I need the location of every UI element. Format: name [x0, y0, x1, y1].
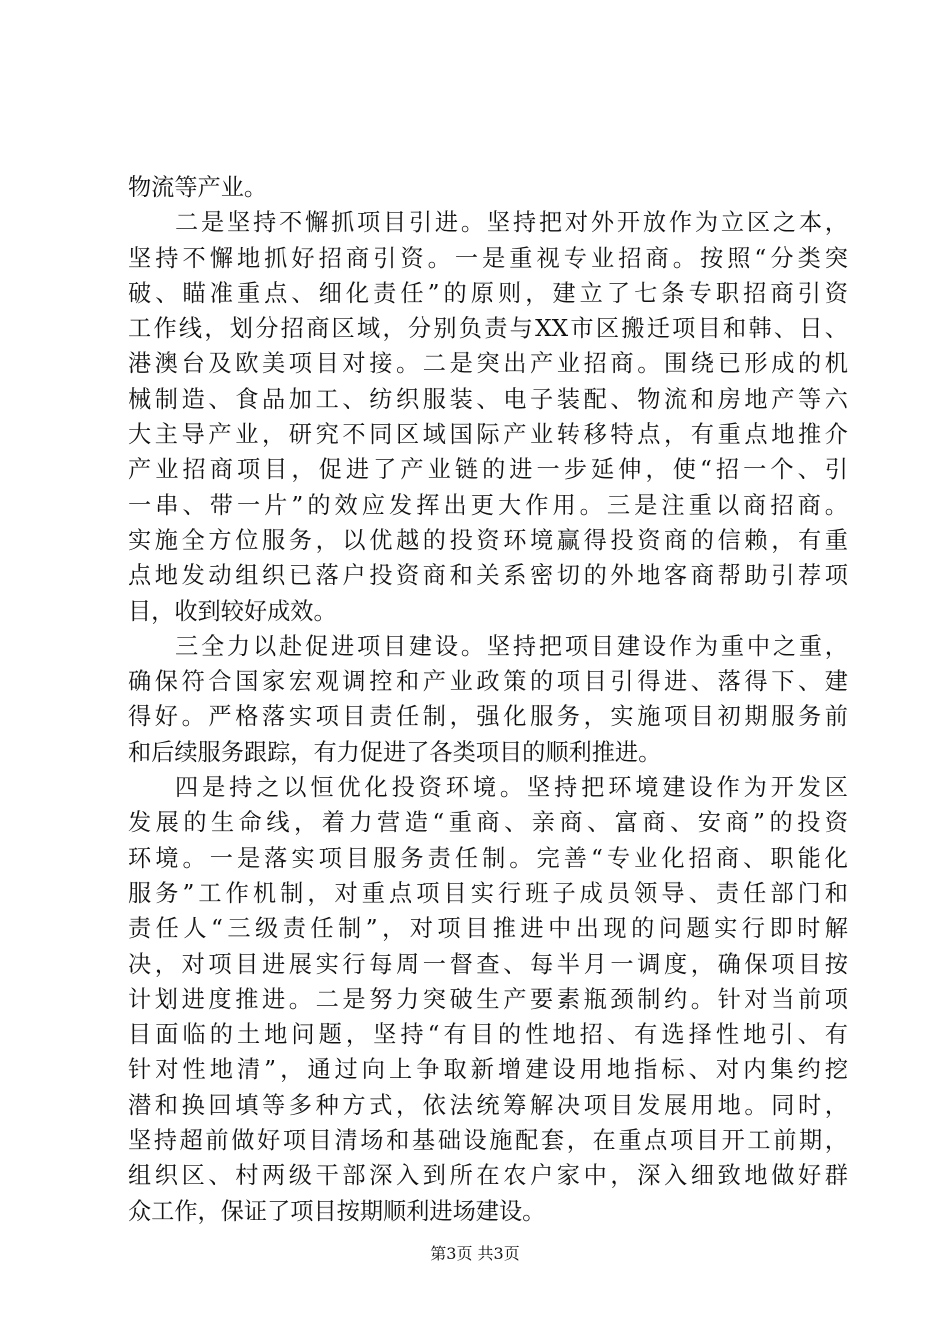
text-line: 港澳台及欧美项目对接。二是突出产业招商。围绕已形成的机 [128, 350, 848, 378]
text-line: 实施全方位服务，以优越的投资环境赢得投资商的信赖，有重 [128, 526, 848, 554]
text-line: 针对性地清”，通过向上争取新增建设用地指标、对内集约挖 [128, 1056, 848, 1084]
text-line: 目，收到较好成效。 [128, 597, 337, 625]
text-line: 破、瞄准重点、细化责任”的原则，建立了七条专职招商引资 [128, 279, 848, 307]
text-line: 一串、带一片”的效应发挥出更大作用。三是注重以商招商。 [128, 491, 848, 519]
text-line: 和后续服务跟踪，有力促进了各类项目的顺利推进。 [128, 738, 662, 766]
text-line: 大主导产业，研究不同区域国际产业转移特点，有重点地推介 [128, 421, 848, 449]
text-line: 坚持超前做好项目清场和基础设施配套，在重点项目开工前期， [128, 1127, 848, 1155]
text-line: 服务”工作机制，对重点项目实行班子成员领导、责任部门和 [128, 879, 848, 907]
text-line: 组织区、村两级干部深入到所在农户家中，深入细致地做好群 [128, 1162, 848, 1190]
text-line: 物流等产业。 [128, 174, 268, 201]
paragraph-start-line: 四是持之以恒优化投资环境。坚持把环境建设作为开发区 [175, 774, 848, 802]
text-line: 点地发动组织已落户投资商和关系密切的外地客商帮助引荐项 [128, 562, 848, 590]
text-line: 环境。一是落实项目服务责任制。完善“专业化招商、职能化 [128, 844, 848, 872]
text-line: 潜和换回填等多种方式，依法统筹解决项目发展用地。同时， [128, 1091, 848, 1119]
text-line: 产业招商项目，促进了产业链的进一步延伸，使“招一个、引 [128, 456, 848, 484]
text-line: 决，对项目进展实行每周一督查、每半月一调度，确保项目按 [128, 950, 848, 978]
paragraph-start-line: 二是坚持不懈抓项目引进。坚持把对外开放作为立区之本， [175, 209, 848, 237]
text-line: 目面临的土地问题，坚持“有目的性地招、有选择性地引、有 [128, 1021, 848, 1049]
text-line: 众工作，保证了项目按期顺利进场建设。 [128, 1197, 546, 1225]
text-line: 计划进度推进。二是努力突破生产要素瓶颈制约。针对当前项 [128, 985, 848, 1013]
document-body [128, 170, 848, 1229]
text-line: 械制造、食品加工、纺织服装、电子装配、物流和房地产等六 [128, 385, 848, 413]
text-line: 坚持不懈地抓好招商引资。一是重视专业招商。按照“分类突 [128, 244, 848, 272]
text-line: 发展的生命线，着力营造“重商、亲商、富商、安商”的投资 [128, 809, 848, 837]
text-line: 得好。严格落实项目责任制，强化服务，实施项目初期服务前 [128, 703, 848, 731]
text-line: 确保符合国家宏观调控和产业政策的项目引得进、落得下、建 [128, 668, 848, 696]
text-line: 工作线，划分招商区域，分别负责与XX市区搬迁项目和韩、日、 [128, 315, 848, 343]
page-number-footer: 第3页 共3页 [430, 1244, 520, 1263]
text-line: 责任人“三级责任制”，对项目推进中出现的问题实行即时解 [128, 915, 848, 943]
paragraph-start-line: 三全力以赴促进项目建设。坚持把项目建设作为重中之重， [175, 632, 848, 660]
